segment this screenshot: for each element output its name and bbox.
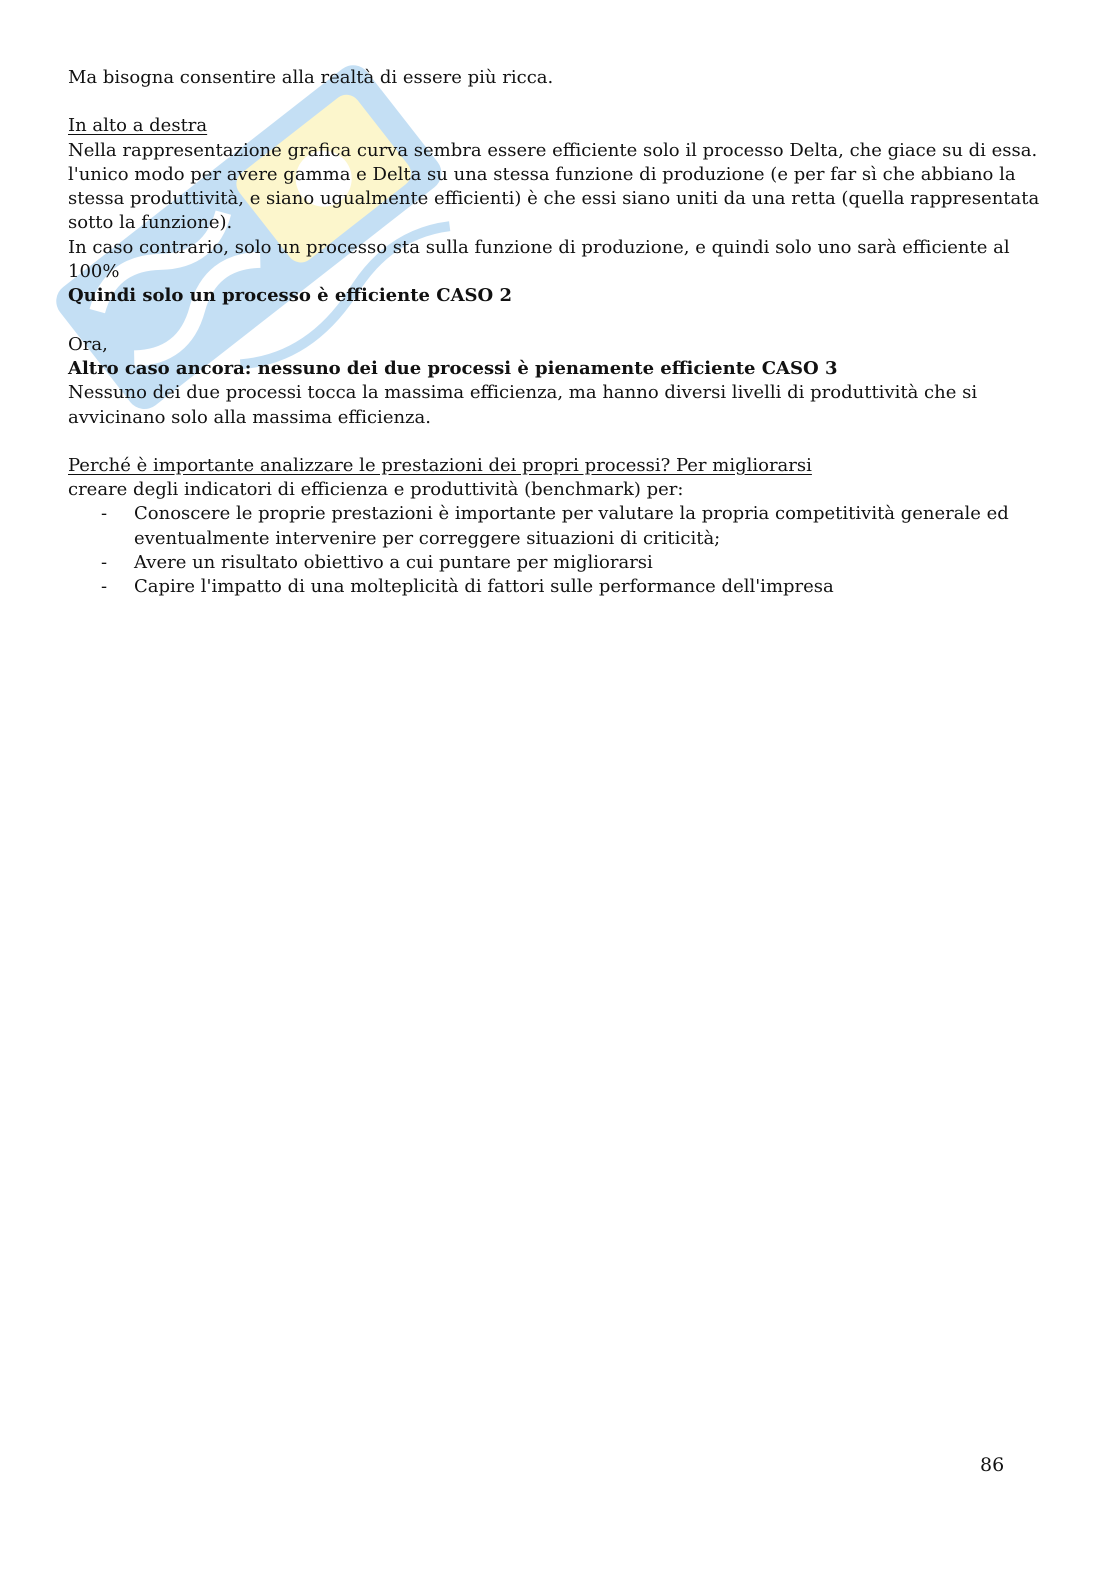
section1-paragraph: Nella rappresentazione grafica curva sembra essere efficiente solo il processo Delta, che giace su di essa. l'unico modo per avere gamma e Delta su una stessa funzione di produzione (e per far sì che abbiano la stessa produttività, e siano ugualmente efficienti) è che essi siano uniti da una retta (quella rappresentata sotto la funzione). <box>68 139 1040 234</box>
list-dash: - <box>101 552 108 574</box>
list-item <box>68 502 1048 551</box>
list-item-text: Avere un risultato obiettivo a cui puntare per migliorarsi <box>134 552 653 574</box>
spacer <box>68 309 1048 333</box>
page-number: 86 <box>980 1454 1005 1476</box>
section2-paragraph: Nessuno dei due processi tocca la massima efficienza, ma hanno diversi livelli di produttività che si avvicinano solo alla massima efficienza. <box>68 382 978 428</box>
section2-lead: Ora, <box>68 333 108 355</box>
list-item-text: Capire l'impatto di una molteplicità di fattori sulle performance dell'impresa <box>134 576 834 598</box>
list-dash: - <box>101 576 108 598</box>
list-dash: - <box>101 503 108 525</box>
list-item-text: Conoscere le proprie prestazioni è importante per valutare la propria competitività generale ed eventualmente intervenire per correggere situazioni di criticità; <box>134 503 1009 549</box>
section1-conclusion: Quindi solo un processo è efficiente CASO 2 <box>68 285 513 307</box>
benchmark-list <box>68 502 1048 599</box>
section2-heading: Altro caso ancora: nessuno dei due processi è pienamente efficiente CASO 3 <box>68 357 838 379</box>
spacer <box>68 90 1048 114</box>
list-item <box>68 575 1048 599</box>
section3-heading: Perché è importante analizzare le prestazioni dei propri processi? Per migliorarsi <box>68 454 812 476</box>
list-item <box>68 551 1048 575</box>
intro-paragraph: Ma bisogna consentire alla realtà di essere più ricca. <box>68 67 554 88</box>
section-heading-top-right: In alto a destra <box>68 115 208 137</box>
section3-paragraph: creare degli indicatori di efficienza e produttività (benchmark) per: <box>68 479 684 501</box>
section1-paragraph-2: In caso contrario, solo un processo sta sulla funzione di produzione, e quindi solo uno sarà efficiente al 100% <box>68 236 1010 283</box>
spacer <box>68 430 1048 454</box>
document-body <box>68 66 1048 600</box>
